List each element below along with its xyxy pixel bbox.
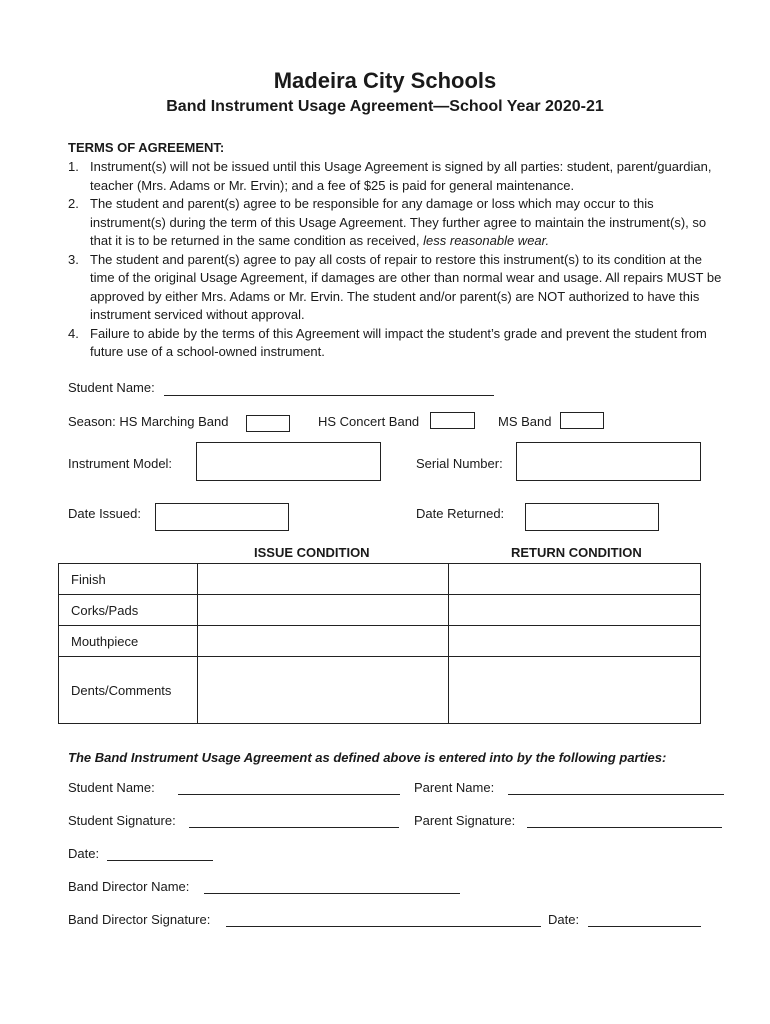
condition-label: Dents/Comments: [59, 657, 198, 724]
terms-list: [68, 158, 728, 362]
director-date-field[interactable]: [588, 926, 701, 927]
serial-number-field[interactable]: [516, 442, 701, 481]
hs-concert-label: HS Concert Band: [318, 414, 420, 429]
issue-condition-cell[interactable]: [197, 657, 449, 724]
student-signature-label: Student Signature:: [68, 813, 176, 828]
student-signature-field[interactable]: [189, 827, 399, 828]
season-label: Season: HS Marching Band: [68, 414, 229, 429]
return-condition-cell[interactable]: [449, 595, 701, 626]
director-name-label: Band Director Name:: [68, 879, 190, 894]
hs-concert-checkbox[interactable]: [430, 412, 475, 429]
table-row: [59, 626, 701, 657]
return-condition-cell[interactable]: [449, 657, 701, 724]
condition-label: Finish: [59, 564, 198, 595]
term-number: 3.: [68, 251, 79, 267]
table-row: [59, 595, 701, 626]
term-item: [68, 195, 728, 251]
terms-heading: TERMS OF AGREEMENT:: [68, 140, 225, 155]
condition-label: Mouthpiece: [59, 626, 198, 657]
term-text: The student and parent(s) agree to be responsible for any damage or loss which may occur to this instrument(s) during the term of this Usage Agreement. They further agree to maintain the instrument(s), so that it is to be returned in the same condition as received,: [90, 196, 707, 248]
agreement-intro: The Band Instrument Usage Agreement as defined above is entered into by the following parties:: [68, 750, 667, 765]
issue-condition-cell[interactable]: [197, 595, 449, 626]
instrument-model-field[interactable]: [196, 442, 381, 481]
condition-table: [58, 563, 701, 724]
date-issued-label: Date Issued:: [68, 506, 141, 521]
date-label: Date:: [68, 846, 100, 861]
serial-number-label: Serial Number:: [416, 456, 503, 471]
parent-name-label: Parent Name:: [414, 780, 495, 795]
term-text: Failure to abide by the terms of this Agreement will impact the student’s grade and prevent the student from future use of a school-owned instrument.: [90, 325, 707, 359]
page-subtitle: Band Instrument Usage Agreement—School Year 2020-21: [166, 98, 604, 115]
term-text: The student and parent(s) agree to pay all costs of repair to restore this instrument(s) to its condition at the time of the original Usage Agreement, if damages are other than normal wear and usage. All repairs MUST be approved by either Mrs. Adams or Mr. Ervin. The student and/or parent(s) are NOT authorized to have this instrument serviced without approval.: [90, 251, 722, 322]
director-date-label: Date:: [548, 912, 580, 927]
term-item: [68, 325, 728, 362]
instrument-model-label: Instrument Model:: [68, 456, 173, 471]
issue-condition-header: ISSUE CONDITION: [254, 545, 370, 560]
table-row: [59, 564, 701, 595]
director-signature-field[interactable]: [226, 926, 541, 927]
student-name-field[interactable]: [164, 395, 494, 396]
director-name-field[interactable]: [204, 893, 460, 894]
page-title: Madeira City Schools: [273, 68, 497, 93]
return-condition-cell[interactable]: [449, 564, 701, 595]
director-signature-label: Band Director Signature:: [68, 912, 211, 927]
hs-marching-checkbox[interactable]: [246, 415, 290, 432]
term-item: [68, 158, 728, 195]
parent-signature-field[interactable]: [527, 827, 722, 828]
issue-condition-cell[interactable]: [197, 626, 449, 657]
return-condition-header: RETURN CONDITION: [511, 545, 642, 560]
term-emphasis: less reasonable wear.: [423, 233, 550, 248]
parent-signature-label: Parent Signature:: [414, 813, 516, 828]
ms-band-checkbox[interactable]: [560, 412, 604, 429]
date-returned-label: Date Returned:: [416, 506, 505, 521]
condition-label: Corks/Pads: [59, 595, 198, 626]
term-number: 1.: [68, 159, 79, 174]
term-number: 4.: [68, 325, 79, 341]
term-item: [68, 251, 728, 325]
term-number: 2.: [68, 196, 79, 211]
parent-name-field[interactable]: [508, 794, 724, 795]
issue-condition-cell[interactable]: [197, 564, 449, 595]
term-text: Instrument(s) will not be issued until this Usage Agreement is signed by all parties: student, parent/guardian, teacher (Mrs. Adams or Mr. Ervin); and a fee of $25 is paid for general maintenance.: [90, 159, 712, 193]
date-field[interactable]: [107, 860, 213, 861]
return-condition-cell[interactable]: [449, 626, 701, 657]
sig-student-name-field[interactable]: [178, 794, 400, 795]
sig-student-name-label: Student Name:: [68, 780, 155, 795]
ms-band-label: MS Band: [498, 414, 552, 429]
date-returned-field[interactable]: [525, 503, 659, 531]
table-row: [59, 657, 701, 724]
date-issued-field[interactable]: [155, 503, 289, 531]
student-name-label: Student Name:: [68, 380, 155, 395]
